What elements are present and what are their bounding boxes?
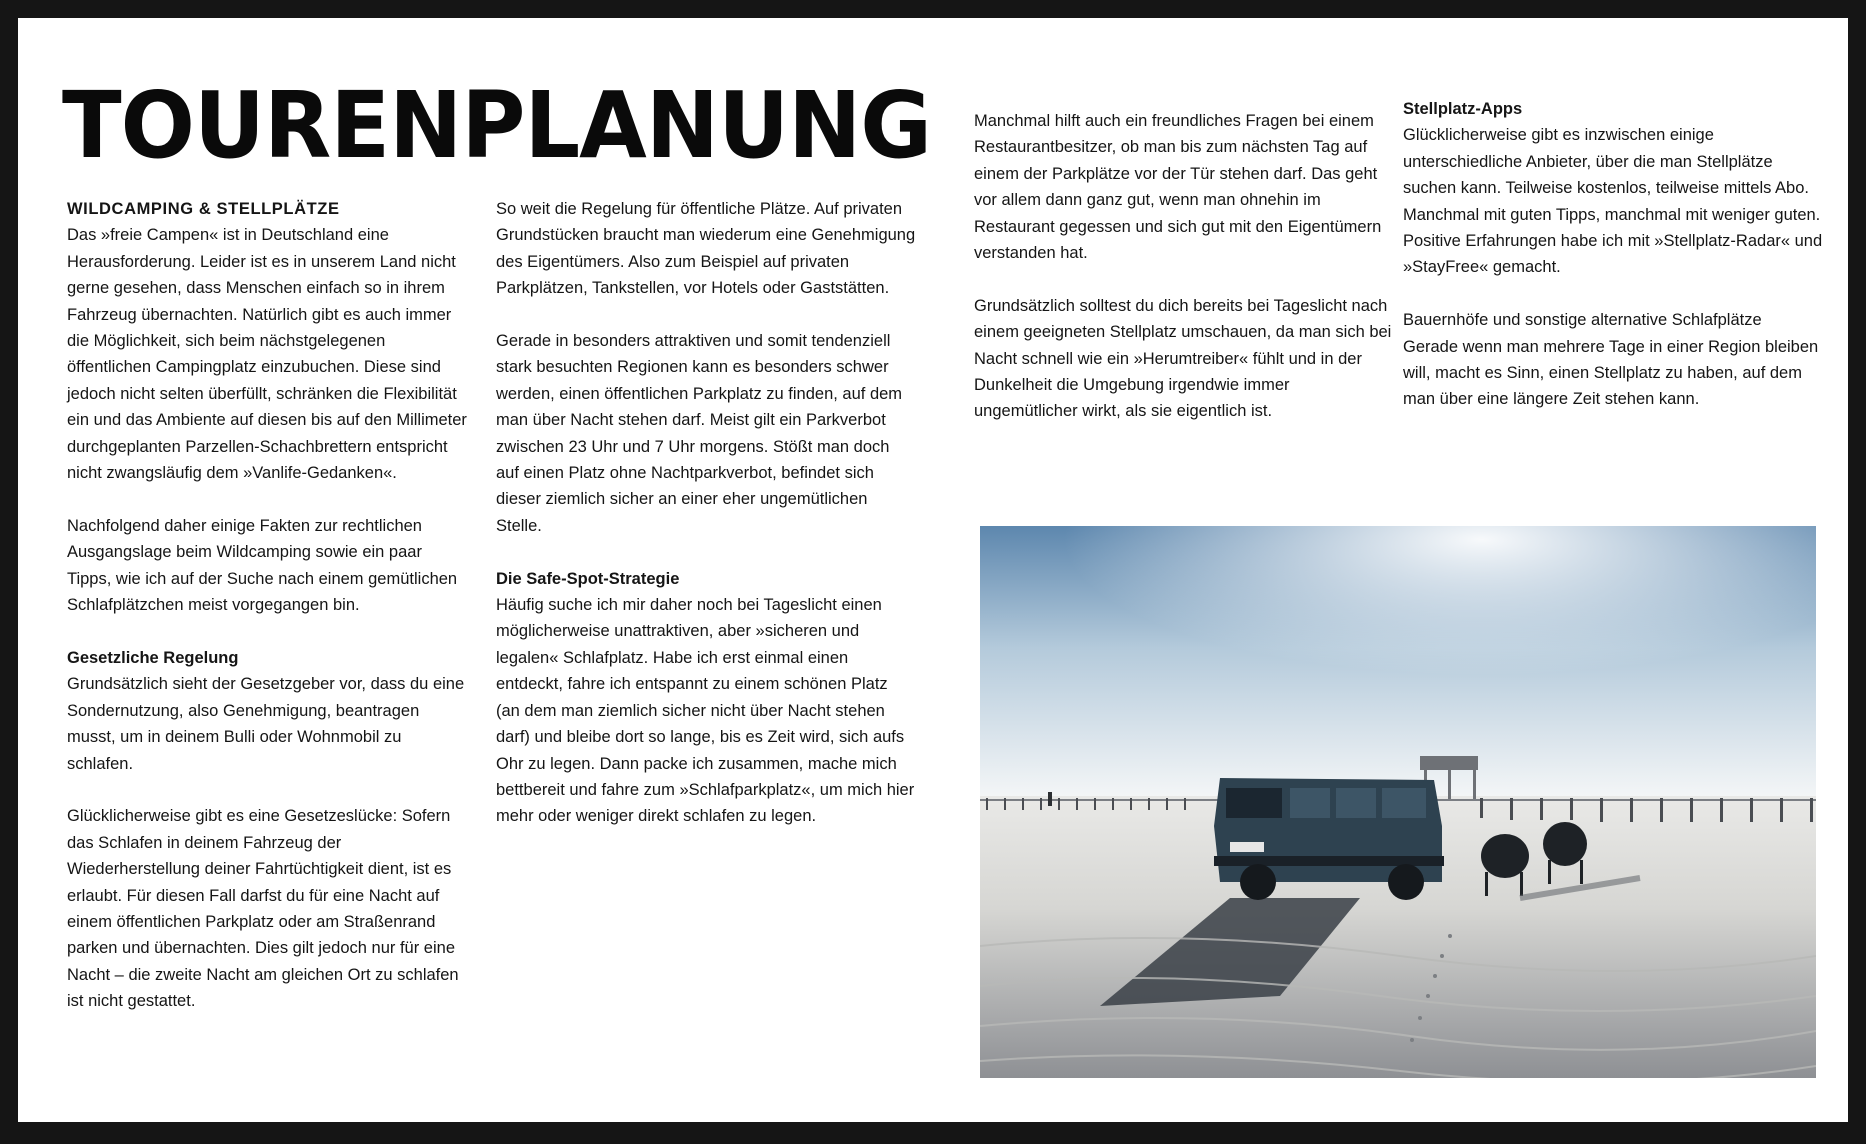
subheading: Die Safe-Spot-Strategie: [496, 569, 680, 588]
page-title: TOURENPLANUNG: [62, 72, 932, 179]
photo-illustration: [980, 526, 1816, 1078]
van: [1214, 778, 1444, 900]
text-column-2: [496, 196, 916, 830]
person-silhouette: [1048, 792, 1052, 806]
section-heading: WILDCAMPING & STELLPLÄTZE: [67, 200, 340, 218]
text-column-3: [974, 108, 1394, 425]
paragraph: Grundsätzlich sieht der Gesetzgeber vor, dass du eine Sondernutzung, also Genehmigung, beantragen musst, um in deinem Bulli oder Wohnmobil zu schlafen.: [67, 675, 465, 773]
subheading-plain: Bauernhöfe und sonstige alternative Schlafplätze: [1403, 311, 1762, 330]
paragraph: Häufig suche ich mir daher noch bei Tageslicht einen möglicherweise unattraktiven, aber »sicheren und legalen« Schlafplatz. Habe ich erst einmal einen entdeckt, fahre ich entspannt zu einem schönen Platz (an dem man ziemlich sicher nicht über Nacht stehen darf) und bleibe dort so lange, bis es Zeit wird, sich aufs Ohr zu legen. Dann packe ich zusammen, mache mich bettbereit und fahre zum »Schlafparkplatz«, um mich hier mehr oder weniger direkt schlafen zu legen.: [496, 596, 915, 826]
text-column-1: [67, 196, 467, 1015]
book-page: [18, 18, 1848, 1122]
paragraph: Gerade in besonders attraktiven und somit tendenziell stark besuchten Regionen kann es besonders schwer werden, einen öffentlichen Parkplatz zu finden, auf dem man über Nacht stehen darf. Meist gilt ein Parkverbot zwischen 23 Uhr und 7 Uhr morgens. Stößt man doch auf einen Platz ohne Nachtparkverbot, befindet sich dieser ziemlich sicher an einer eher ungemütlichen Stelle.: [496, 332, 903, 535]
paragraph: Glücklicherweise gibt es eine Gesetzeslücke: Sofern das Schlafen in deinem Fahrzeug der Wiederherstellung deiner Fahrtüchtigkeit dient, ist es erlaubt. Für diesen Fall darfst du für eine Nacht auf einem öffentlichen Parkplatz oder am Straßenrand parken und übernachten. Dies gilt jedoch nur für eine Nacht – die zweite Nacht am gleichen Ort zu schlafen ist nicht gestattet.: [67, 807, 459, 1011]
beach-van-photo: [980, 526, 1816, 1078]
subheading: Stellplatz-Apps: [1403, 100, 1523, 118]
paragraph: Nachfolgend daher einige Fakten zur rechtlichen Ausgangslage beim Wildcamping sowie ein paar Tipps, wie ich auf der Suche nach einem gemütlichen Schlafplätzchen meist vorgegangen bin.: [67, 516, 458, 615]
subheading: Gesetzliche Regelung: [67, 648, 239, 667]
paragraph: Grundsätzlich solltest du dich bereits bei Tageslicht nach einem geeigneten Stellplatz umschauen, da man sich bei Nacht schnell wie ein »Herumtreiber« fühlt und in der Dunkelheit die Umgebung irgendwie immer ungemütlicher wirkt, als sie eigentlich ist.: [974, 296, 1392, 421]
paragraph: So weit die Regelung für öffentliche Plätze. Auf privaten Grundstücken braucht man wiederum eine Genehmigung des Eigentümers. Also zum Beispiel auf privaten Parkplätzen, Tankstellen, vor Hotels oder Gaststätten.: [496, 200, 916, 298]
paragraph: Gerade wenn man mehrere Tage in einer Region bleiben will, macht es Sinn, einen Stellplatz zu haben, auf dem man über eine längere Zeit stehen kann.: [1403, 337, 1819, 409]
paragraph: Glücklicherweise gibt es inzwischen einige unterschiedliche Anbieter, über die man Stellplätze suchen kann. Teilweise kostenlos, teilweise mittels Abo. Manchmal mit guten Tipps, manchmal mit weniger guten. Positive Erfahrungen habe ich mit »Stellplatz-Radar« und »StayFree« gemacht.: [1403, 126, 1823, 277]
paragraph: Das »freie Campen« ist in Deutschland eine Herausforderung. Leider ist es in unserem Land nicht gerne gesehen, dass Menschen einfach so in ihrem Fahrzeug übernachten. Natürlich gibt es auch immer die Möglichkeit, sich beim nächstgelegenen öffentlichen Campingplatz einzubuchen. Diese sind jedoch nicht selten überfüllt, schränken die Flexibilität ein und das Ambiente auf diesen bis auf den Millimeter durchgeplanten Parzellen-Schachbrettern entspricht nicht zwangsläufig dem »Vanlife-Gedanken«.: [67, 226, 467, 483]
sun-glow: [980, 526, 1816, 798]
paragraph: Manchmal hilft auch ein freundliches Fragen bei einem Restaurantbesitzer, ob man bis zum nächsten Tag auf einem der Parkplätze vor der Tür stehen darf. Das geht vor allem dann ganz gut, wenn man ohnehin im Restaurant gegessen und sich gut mit den Eigentümern verstanden hat.: [974, 112, 1382, 263]
text-column-4: [1403, 96, 1823, 413]
